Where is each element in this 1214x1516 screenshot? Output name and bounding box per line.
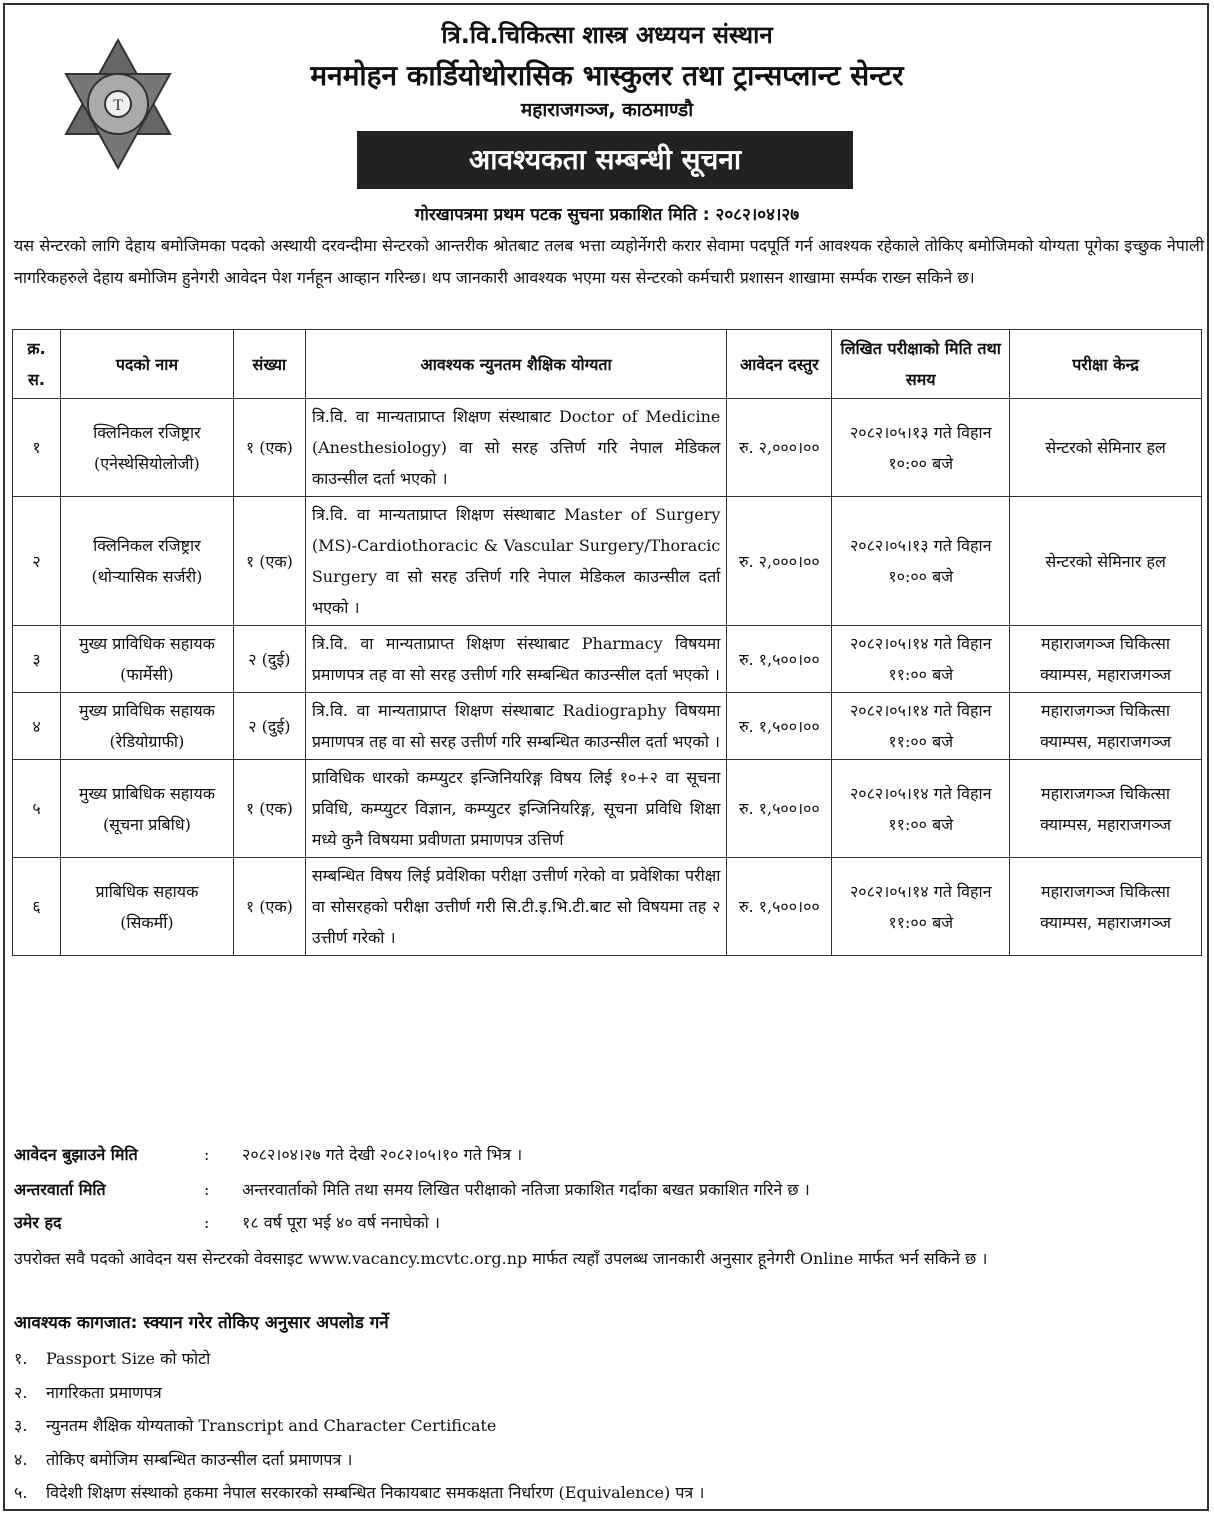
cell-qual: त्रि.वि. वा मान्यताप्राप्त शिक्षण संस्थाबाट Pharmacy विषयमा प्रमाणपत्र तह वा सो सरह उत्तीर्ण गरि सम्बन्धित काउन्सील दर्ता भएको । <box>305 626 727 693</box>
cell-post: मुख्य प्राविधिक सहायक (रेडियोग्राफी) <box>60 693 233 760</box>
cell-exam: २०८२।०५।१३ गते विहान १०:०० बजे <box>832 399 1010 497</box>
cell-center: सेन्टरको सेमिनार हल <box>1010 399 1202 497</box>
col-count: संख्या <box>233 330 305 399</box>
cell-qual: सम्बन्धित विषय लिई प्रवेशिका परीक्षा उत्तीर्ण गरेको वा प्रवेशिका परीक्षा वा सोसरहको परीक्षा उत्तीर्ण गरी सि.टी.इ.भि.टी.बाट सो विषयमा तह २ उत्तीर्ण गरेको । <box>305 858 727 956</box>
center-name: मनमोहन कार्डियोथोरासिक भास्कुलर तथा ट्रान्सप्लान्ट सेन्टर <box>310 59 904 92</box>
cell-qual: त्रि.वि. वा मान्यताप्राप्त शिक्षण संस्थाबाट Doctor of Medicine (Anesthesiology) वा सो सरह उत्तिर्ण गरि नेपाल मेडिकल काउन्सील दर्ता भएको । <box>305 399 727 497</box>
document-text: तोकिए बमोजिम सम्बन्धित काउन्सील दर्ता प्रमाणपत्र । <box>46 1449 353 1469</box>
interview-date-row: अन्तरवार्ता मिति : अन्तरवार्ताको मिति तथा समय लिखित परीक्षाको नतिजा प्रकाशित गर्दाका बखत प्रकाशित गरिने छ । <box>14 1180 810 1199</box>
col-qualification: आवश्यक न्युनतम शैक्षिक योग्यता <box>305 330 727 399</box>
cell-count: १ (एक) <box>233 497 305 626</box>
age-limit-row: उमेर हद : १८ वर्ष पूरा भई ४० वर्ष ननाघेको । <box>14 1213 440 1232</box>
svg-text:T: T <box>113 97 123 114</box>
cell-sn: २ <box>13 497 61 626</box>
cell-post: मुख्य प्राबिधिक सहायक (सूचना प्रबिधि) <box>60 760 233 858</box>
center-address: महाराजगञ्ज, काठमाण्डौ <box>520 99 694 121</box>
cell-count: १ (एक) <box>233 858 305 956</box>
cell-sn: ६ <box>13 858 61 956</box>
cell-count: १ (एक) <box>233 760 305 858</box>
meta-value: १८ वर्ष पूरा भई ४० वर्ष ननाघेको । <box>242 1213 440 1232</box>
document-number: ३. <box>14 1416 28 1435</box>
col-exam-date: लिखित परीक्षाको मिति तथा समय <box>832 330 1010 399</box>
cell-count: १ (एक) <box>233 399 305 497</box>
document-text: Passport Size को फोटो <box>46 1349 211 1368</box>
documents-list <box>14 1342 704 1510</box>
col-serial: क्र. स. <box>13 330 61 399</box>
documents-heading: आवश्यक कागजात: स्क्यान गरेर तोकिए अनुसार अपलोड गर्ने <box>14 1313 389 1333</box>
cell-fee: रु. १,५००।०० <box>727 626 832 693</box>
table-row <box>13 626 1202 693</box>
cell-count: २ (दुई) <box>233 693 305 760</box>
meta-value: अन्तरवार्ताको मिति तथा समय लिखित परीक्षाको नतिजा प्रकाशित गर्दाका बखत प्रकाशित गरिने छ । <box>242 1180 810 1199</box>
cell-exam: २०८२।०५।१३ गते विहान १०:०० बजे <box>832 497 1010 626</box>
cell-fee: रु. २,०००।०० <box>727 399 832 497</box>
institute-name: त्रि.वि.चिकित्सा शास्त्र अध्ययन संस्थान <box>441 21 773 49</box>
cell-count: २ (दुई) <box>233 626 305 693</box>
cell-qual: त्रि.वि. वा मान्यताप्राप्त शिक्षण संस्थाबाट Master of Surgery (MS)-Cardiothoracic & Vascular Surgery/Thoracic Surgery वा सो सरह उत्तिर्ण गरि नेपाल मेडिकल काउन्सील दर्ता भएको । <box>305 497 727 626</box>
document-item <box>14 1443 704 1477</box>
cell-center: महाराजगञ्ज चिकित्सा क्याम्पस, महाराजगञ्ज <box>1010 760 1202 858</box>
meta-key: आवेदन बुझाउने मिति <box>14 1145 138 1164</box>
document-item <box>14 1376 704 1410</box>
cell-exam: २०८२।०५।१४ गते विहान ११:०० बजे <box>832 858 1010 956</box>
document-item <box>14 1476 704 1510</box>
col-exam-center: परीक्षा केन्द्र <box>1010 330 1202 399</box>
document-item <box>14 1342 704 1376</box>
meta-key: अन्तरवार्ता मिति <box>14 1180 106 1199</box>
cell-post: मुख्य प्राविधिक सहायक (फार्मेसी) <box>60 626 233 693</box>
cell-fee: रु. १,५००।०० <box>727 693 832 760</box>
col-fee: आवेदन दस्तुर <box>727 330 832 399</box>
meta-value: २०८२।०४।२७ गते देखी २०८२।०५।१० गते भित्र । <box>242 1145 523 1164</box>
cell-fee: रु. २,०००।०० <box>727 497 832 626</box>
online-application-paragraph: उपरोक्त सवै पदको आवेदन यस सेन्टरको वेवसाइट www.vacancy.mcvtc.org.np मार्फत त्यहाँ उपलब्ध जानकारी अनुसार हूनेगरी Online मार्फत भर्न सकिने छ । <box>14 1249 988 1268</box>
cell-qual: प्राविधिक धारको कम्प्युटर इन्जिनियरिङ्ग विषय लिई १०+२ वा सूचना प्रविधि, कम्प्युटर विज्ञान, कम्प्युटर इन्जिनियरिङ्ग, सूचना प्रविधि शिक्षा मध्ये कुनै विषयमा प्रवीणता प्रमाणपत्र उत्तिर्ण <box>305 760 727 858</box>
table-row <box>13 399 1202 497</box>
cell-sn: ५ <box>13 760 61 858</box>
intro-paragraph: यस सेन्टरको लागि देहाय बमोजिमका पदको अस्थायी दरवन्दीमा सेन्टरको आन्तरीक श्रोतबाट तलब भत्ता व्यहोर्नेगरी करार सेवामा पदपूर्ति गर्न आवश्यक रहेकाले तोकिए बमोजिमको योग्यता पूगेका इच्छुक नेपाली नागरिकहरुले देहाय बमोजिम हुनेगरी आवेदन पेश गर्नहून आव्हान गरिन्छ। थप जानकारी आवश्यक भएमा यस सेन्टरको कर्मचारी प्रशासन शाखामा सर्म्पक राख्न सकिने छ। <box>14 236 1204 287</box>
cell-post: क्लिनिकल रजिष्ट्रार (एनेस्थेसियोलोजी) <box>60 399 233 497</box>
cell-center: महाराजगञ्ज चिकित्सा क्याम्पस, महाराजगञ्ज <box>1010 858 1202 956</box>
cell-sn: ४ <box>13 693 61 760</box>
document-number: १. <box>14 1349 28 1368</box>
cell-center: महाराजगञ्ज चिकित्सा क्याम्पस, महाराजगञ्ज <box>1010 626 1202 693</box>
notice-title: आवश्यकता सम्बन्धी सूचना <box>357 131 853 189</box>
meta-key: उमेर हद <box>14 1213 62 1232</box>
application-date-row: आवेदन बुझाउने मिति : २०८२।०४।२७ गते देखी २०८२।०५।१० गते भित्र । <box>14 1145 523 1164</box>
cell-fee: रु. १,५००।०० <box>727 760 832 858</box>
table-row <box>13 693 1202 760</box>
table-header-row <box>13 330 1202 399</box>
cell-center: सेन्टरको सेमिनार हल <box>1010 497 1202 626</box>
document-text: न्युनतम शैक्षिक योग्यताको Transcript and Character Certificate <box>46 1416 497 1435</box>
document-text: विदेशी शिक्षण संस्थाको हकमा नेपाल सरकारको सम्बन्धित निकायबाट समकक्षता निर्धारण (Equivalence) पत्र । <box>46 1483 705 1502</box>
vacancy-website-link[interactable]: www.vacancy.mcvtc.org.np <box>307 1249 528 1268</box>
cell-qual: त्रि.वि. वा मान्यताप्राप्त शिक्षण संस्थाबाट Radiography विषयमा प्रमाणपत्र तह वा सो सरह उत्तीर्ण गरि सम्बन्धित काउन्सील दर्ता भएको । <box>305 693 727 760</box>
cell-post: क्लिनिकल रजिष्ट्रार (थोर्‍यासिक सर्जरी) <box>60 497 233 626</box>
cell-center: महाराजगञ्ज चिकित्सा क्याम्पस, महाराजगञ्ज <box>1010 693 1202 760</box>
cell-sn: १ <box>13 399 61 497</box>
document-number: ४. <box>14 1449 28 1469</box>
document-number: २. <box>14 1382 28 1402</box>
document-item <box>14 1409 704 1443</box>
vacancy-table <box>12 329 1202 956</box>
document-text: नागरिकता प्रमाणपत्र <box>46 1382 162 1402</box>
table-row <box>13 858 1202 956</box>
cell-post: प्राबिधिक सहायक (सिकर्मी) <box>60 858 233 956</box>
table-row <box>13 760 1202 858</box>
cell-fee: रु. १,५००।०० <box>727 858 832 956</box>
cell-exam: २०८२।०५।१४ गते विहान ११:०० बजे <box>832 760 1010 858</box>
table-row <box>13 497 1202 626</box>
publication-date: गोरखापत्रमा प्रथम पटक सुचना प्रकाशित मिति : २०८२।०४।२७ <box>414 205 800 225</box>
cell-exam: २०८२।०५।१४ गते विहान ११:०० बजे <box>832 626 1010 693</box>
col-post: पदको नाम <box>60 330 233 399</box>
cell-sn: ३ <box>13 626 61 693</box>
document-number: ५. <box>14 1483 28 1502</box>
cell-exam: २०८२।०५।१४ गते विहान ११:०० बजे <box>832 693 1010 760</box>
